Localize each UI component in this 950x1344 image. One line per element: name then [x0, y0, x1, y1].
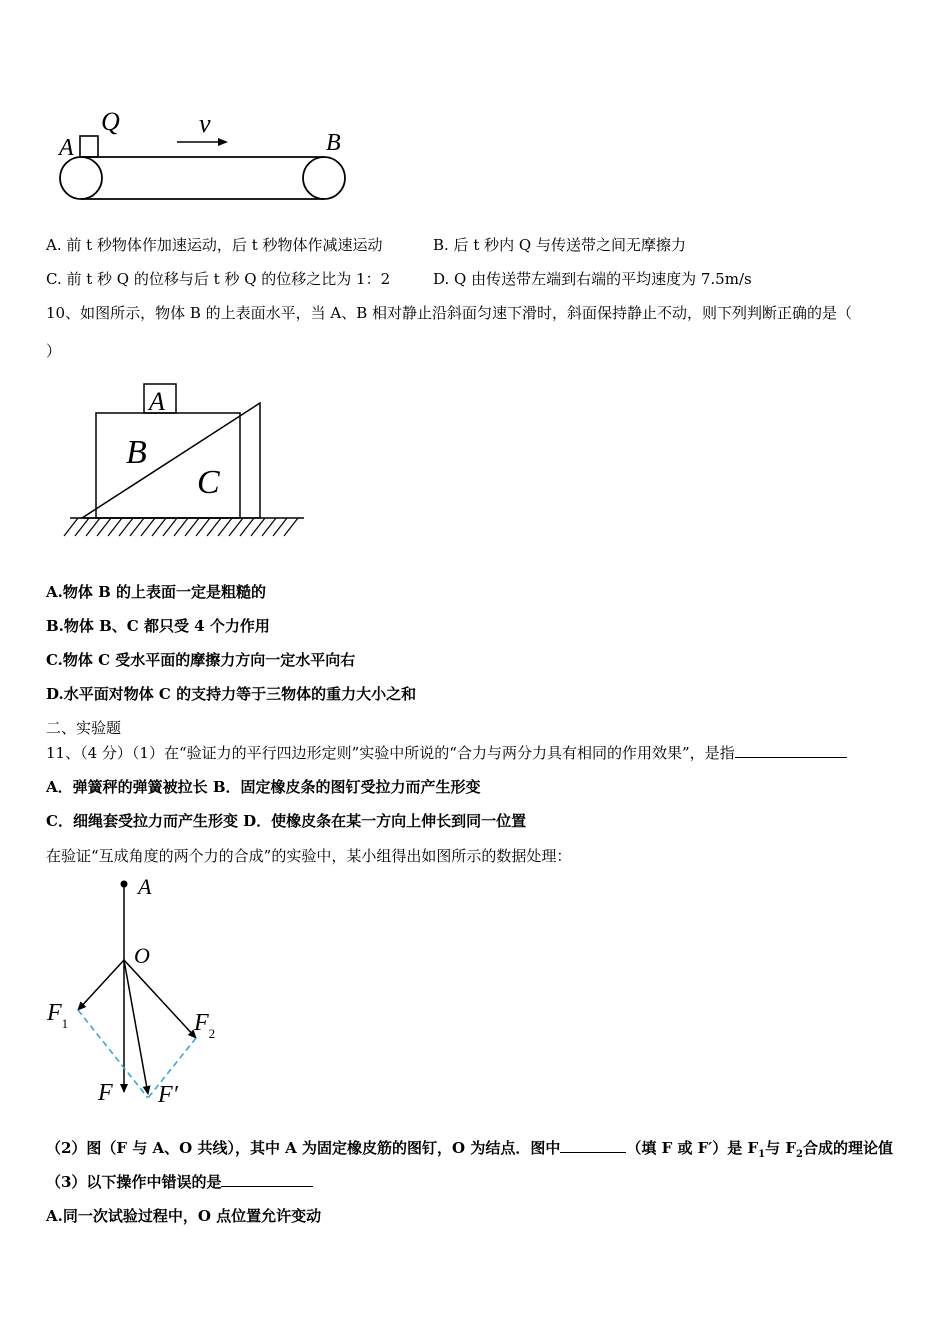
label-a: A: [59, 135, 74, 161]
conveyor-belt-figure: [40, 100, 370, 210]
q11-option-a3: A.同一次试验过程中，O 点位置允许变动: [46, 1207, 322, 1225]
q11-part3: [46, 1172, 313, 1192]
hatch-stroke: [141, 518, 155, 536]
part3-blank: [221, 1172, 313, 1187]
right-pulley: [303, 157, 345, 199]
hatch-stroke: [130, 518, 144, 536]
incline-c: [82, 403, 260, 518]
label-a: A: [138, 874, 152, 899]
hatch-stroke: [75, 518, 89, 536]
hatch-stroke: [86, 518, 100, 536]
label-f1: $F_1$: [47, 1000, 69, 1031]
part2-sub1: 1: [758, 1149, 766, 1160]
force-f2-arrow: [124, 960, 196, 1038]
q11-intro: 在验证“互成角度的两个力的合成”的实验中，某小组得出如图所示的数据处理：: [46, 847, 572, 865]
label-fprime: F′: [158, 1082, 178, 1108]
q11-option-ab: A．弹簧秤的弹簧被拉长 B．固定橡皮条的图钉受拉力而产生形变: [46, 778, 481, 796]
force-diagram: [40, 870, 240, 1120]
hatch-stroke: [108, 518, 122, 536]
hatch-stroke: [229, 518, 243, 536]
left-pulley: [60, 157, 102, 199]
q11-stem-text: 11、（4 分）（1）在“验证力的平行四边形定则”实验中所说的“合力与两分力具有相同的作用效果”，是指: [46, 744, 735, 762]
hatch-stroke: [262, 518, 276, 536]
hatch-stroke: [284, 518, 298, 536]
hatch-stroke: [64, 518, 78, 536]
label-a: A: [149, 387, 165, 416]
part2-text-d: 合成的理论值: [802, 1139, 893, 1157]
label-f2: $F_2$: [194, 1010, 216, 1041]
label-b: B: [126, 434, 147, 471]
label-o: O: [134, 943, 150, 968]
block-q: [80, 136, 98, 157]
part2-text-c: 与 F: [765, 1139, 796, 1157]
q9-option-a: A. 前 t 秒物体作加速运动，后 t 秒物体作减速运动: [46, 236, 383, 254]
section-title: 二、实验题: [46, 719, 122, 737]
q11-part2: [46, 1138, 893, 1165]
label-f: F: [98, 1080, 113, 1106]
hatch-stroke: [196, 518, 210, 536]
q11-option-cd: C．细绳套受拉力而产生形变 D．使橡皮条在某一方向上伸长到同一位置: [46, 812, 527, 830]
answer-blank: [735, 743, 847, 758]
q9-option-b: B. 后 t 秒内 Q 与传送带之间无摩擦力: [433, 236, 686, 254]
q10-option-b: B.物体 B、C 都只受 4 个力作用: [46, 617, 270, 635]
force-fprime-arrow: [124, 960, 148, 1094]
hatch-stroke: [207, 518, 221, 536]
q10-option-c: C.物体 C 受水平面的摩擦力方向一定水平向右: [46, 651, 356, 669]
hatch-stroke: [240, 518, 254, 536]
part3-text: （3）以下操作中错误的是: [46, 1173, 222, 1191]
parallelogram-side-1: [78, 1010, 148, 1098]
q9-option-d: D. Q 由传送带左端到右端的平均速度为 7.5m/s: [433, 270, 752, 288]
incline-blocks-figure: [60, 380, 320, 550]
hatch-stroke: [174, 518, 188, 536]
ground-hatching: [64, 518, 298, 536]
part2-text-a: （2）图（F 与 A、O 共线），其中 A 为固定橡皮筋的图钉，O 为结点．图中: [46, 1139, 561, 1157]
hatch-stroke: [218, 518, 232, 536]
q11-stem: [46, 743, 847, 763]
label-q: Q: [101, 107, 120, 136]
hatch-stroke: [185, 518, 199, 536]
q10-stem: 10、如图所示，物体 B 的上表面水平，当 A、B 相对静止沿斜面匀速下滑时，斜面保持静止不动，则下列判断正确的是（: [46, 304, 853, 322]
part2-sub2: 2: [795, 1149, 803, 1160]
force-f1-arrow: [78, 960, 124, 1010]
hatch-stroke: [119, 518, 133, 536]
part2-blank: [560, 1138, 626, 1153]
q10-option-d: D.水平面对物体 C 的支持力等于三物体的重力大小之和: [46, 685, 417, 703]
hatch-stroke: [97, 518, 111, 536]
hatch-stroke: [273, 518, 287, 536]
hatch-stroke: [163, 518, 177, 536]
velocity-arrowhead: [218, 138, 228, 146]
hatch-stroke: [251, 518, 265, 536]
label-v: v: [199, 109, 211, 138]
part2-text-b: （填 F 或 F′）是 F: [626, 1139, 759, 1157]
label-b: B: [326, 130, 341, 156]
q10-stem-close: ）: [46, 342, 62, 360]
q9-option-c: C. 前 t 秒 Q 的位移与后 t 秒 Q 的位移之比为 1：2: [46, 270, 391, 288]
hatch-stroke: [152, 518, 166, 536]
q10-option-a: A.物体 B 的上表面一定是粗糙的: [46, 583, 266, 601]
label-c: C: [197, 464, 220, 501]
